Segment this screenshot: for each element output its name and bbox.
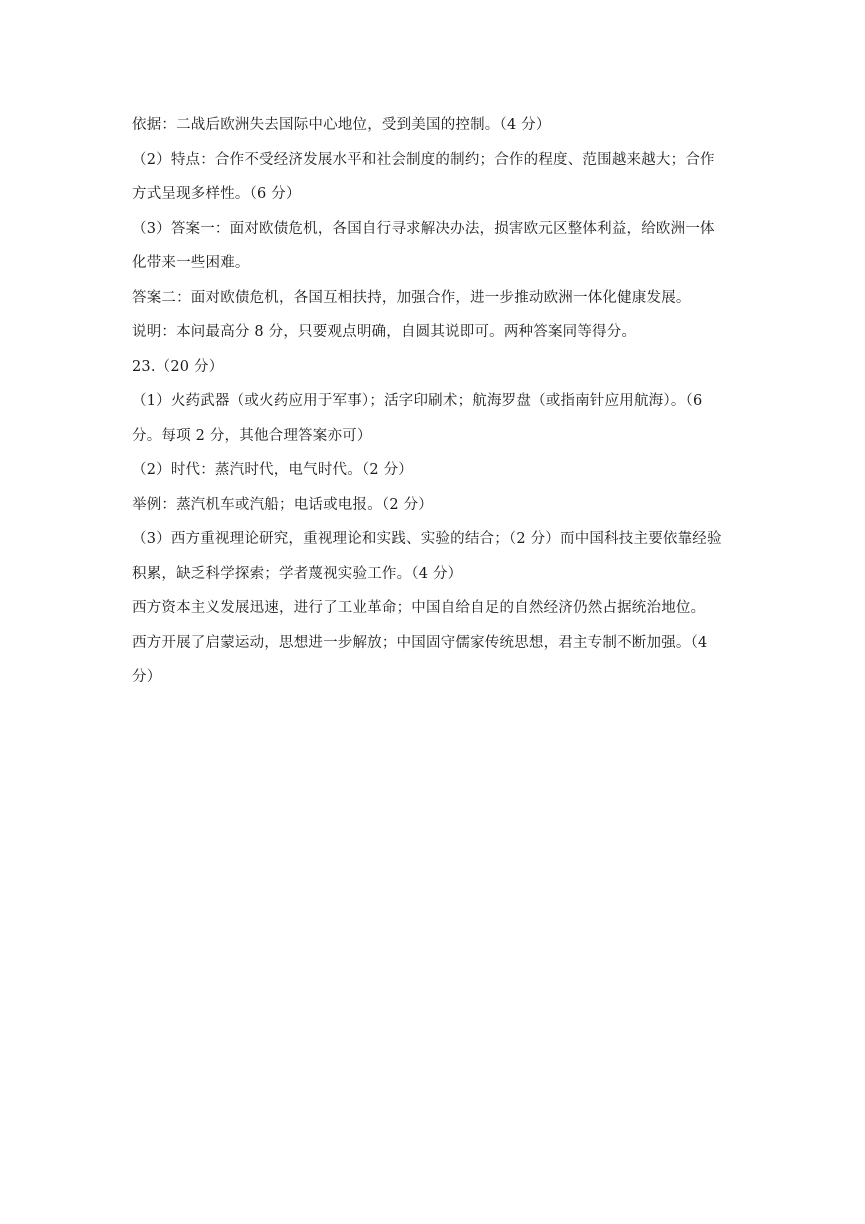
text-line-basis: 依据：二战后欧洲失去国际中心地位，受到美国的控制。（4 分） bbox=[132, 117, 551, 133]
text-line-q23-part2-era: （2）时代：蒸汽时代，电气时代。（2 分） bbox=[132, 462, 414, 478]
text-line-answer-two: 答案二：面对欧债危机，各国互相扶持，加强合作，进一步推动欧洲一体化健康发展。 bbox=[132, 289, 691, 306]
text-line-q23-thought: 西方开展了启蒙运动，思想进一步解放；中国固守儒家传统思想，君主专制不断加强。（4 bbox=[132, 634, 708, 651]
text-line-features: （2）特点：合作不受经济发展水平和社会制度的制约；合作的程度、范围越来越大；合作 bbox=[132, 151, 715, 168]
text-line-features-cont: 方式呈现多样性。（6 分） bbox=[132, 186, 301, 202]
text-line-q23-part3: （3）西方重视理论研究，重视理论和实践、实验的结合；（2 分）而中国科技主要依靠经验 bbox=[132, 531, 722, 547]
text-line-q23-part1-cont: 分。每项 2 分，其他合理答案亦可） bbox=[132, 427, 372, 444]
question-number-23: 23.（20 分） bbox=[132, 358, 224, 375]
text-line-answer-one: （3）答案一：面对欧债危机，各国自行寻求解决办法，损害欧元区整体利益，给欧洲一体 bbox=[132, 220, 715, 237]
text-line-q23-part3-cont: 积累，缺乏科学探索；学者蔑视实验工作。（4 分） bbox=[132, 565, 463, 582]
text-line-q23-part2-example: 举例：蒸汽机车或汽船；电话或电报。（2 分） bbox=[132, 496, 433, 513]
text-line-q23-thought-cont: 分） bbox=[132, 669, 162, 685]
text-line-q23-economy: 西方资本主义发展迅速，进行了工业革命；中国自给自足的自然经济仍然占据统治地位。 bbox=[132, 600, 706, 616]
text-line-q23-part1: （1）火药武器（或火药应用于军事）；活字印刷术；航海罗盘（或指南针应用航海）。（6 bbox=[132, 393, 703, 409]
answer-text-block bbox=[132, 108, 737, 695]
text-line-note: 说明：本问最高分 8 分，只要观点明确，自圆其说即可。两种答案同等得分。 bbox=[132, 324, 637, 340]
text-line-answer-one-cont: 化带来一些困难。 bbox=[132, 255, 250, 271]
